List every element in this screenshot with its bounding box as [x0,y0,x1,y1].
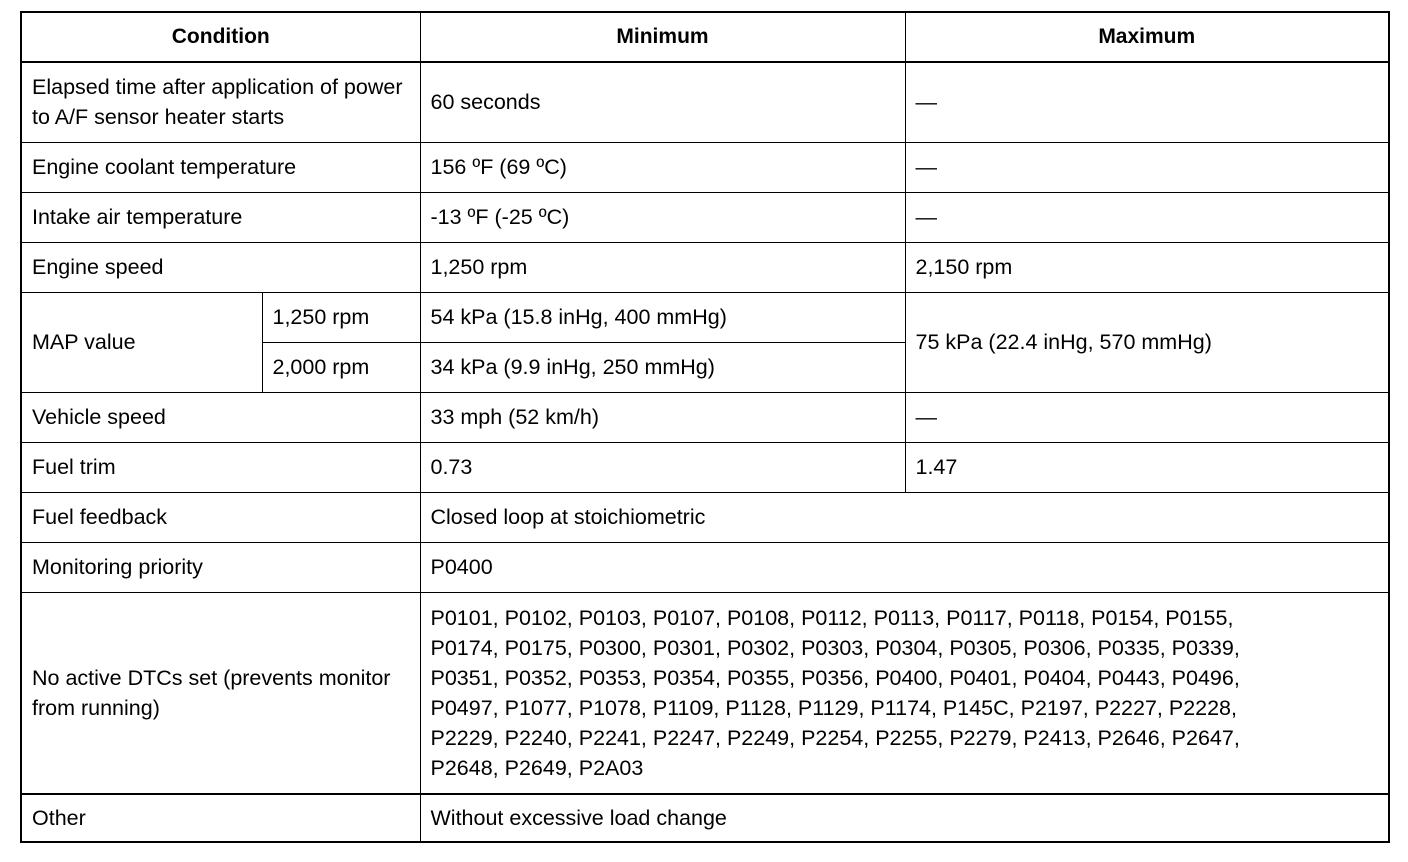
minimum-cell: -13 ºF (-25 ºC) [420,192,905,242]
row-map-value-1250 [21,292,1389,342]
condition-cell: Intake air temperature [21,192,420,242]
dtc-list-line: P0174, P0175, P0300, P0301, P0302, P0303, P0304, P0305, P0306, P0335, P0339, [430,635,1240,660]
condition-cell: No active DTCs set (prevents monitor from running) [21,592,420,794]
header-maximum: Maximum [905,12,1389,62]
maximum-cell: — [905,142,1389,192]
maximum-cell: 75 kPa (22.4 inHg, 570 mmHg) [905,292,1389,392]
condition-cell: MAP value [21,292,262,392]
value-cell: P0400 [420,542,1389,592]
dtc-list-line: P0351, P0352, P0353, P0354, P0355, P0356, P0400, P0401, P0404, P0443, P0496, [430,665,1240,690]
dtc-list-line: P0497, P1077, P1078, P1109, P1128, P1129, P1174, P145C, P2197, P2227, P2228, [430,695,1237,720]
maximum-cell: — [905,192,1389,242]
dtc-list-line: P0101, P0102, P0103, P0107, P0108, P0112, P0113, P0117, P0118, P0154, P0155, [430,605,1234,630]
minimum-cell: 0.73 [420,442,905,492]
maximum-cell: — [905,392,1389,442]
minimum-cell: 1,250 rpm [420,242,905,292]
dtc-list-cell [420,592,1389,794]
minimum-cell: 34 kPa (9.9 inHg, 250 mmHg) [420,342,905,392]
maximum-cell: — [905,62,1389,142]
value-cell: Closed loop at stoichiometric [420,492,1389,542]
row-coolant-temp [21,142,1389,192]
condition-cell: Other [21,794,420,842]
conditions-table [20,11,1390,843]
row-intake-air-temp [21,192,1389,242]
minimum-cell: 33 mph (52 km/h) [420,392,905,442]
row-fuel-feedback [21,492,1389,542]
maximum-cell: 2,150 rpm [905,242,1389,292]
header-condition: Condition [21,12,420,62]
condition-cell: Elapsed time after application of power to A/F sensor heater starts [21,62,420,142]
header-row [21,12,1389,62]
condition-cell: Fuel trim [21,442,420,492]
row-other [21,794,1389,842]
condition-cell: Engine speed [21,242,420,292]
value-cell: Without excessive load change [420,794,1389,842]
condition-cell: Fuel feedback [21,492,420,542]
row-monitoring-priority [21,542,1389,592]
minimum-cell: 156 ºF (69 ºC) [420,142,905,192]
condition-cell: Monitoring priority [21,542,420,592]
row-engine-speed [21,242,1389,292]
sub-condition-cell: 2,000 rpm [262,342,420,392]
dtc-list-line: P2648, P2649, P2A03 [430,755,644,780]
minimum-cell: 60 seconds [420,62,905,142]
minimum-cell: 54 kPa (15.8 inHg, 400 mmHg) [420,292,905,342]
header-minimum: Minimum [420,12,905,62]
maximum-cell: 1.47 [905,442,1389,492]
condition-cell: Engine coolant temperature [21,142,420,192]
sub-condition-cell: 1,250 rpm [262,292,420,342]
row-no-active-dtcs [21,592,1389,794]
row-vehicle-speed [21,392,1389,442]
condition-cell: Vehicle speed [21,392,420,442]
dtc-list-line: P2229, P2240, P2241, P2247, P2249, P2254, P2255, P2279, P2413, P2646, P2647, [430,725,1240,750]
row-elapsed-time [21,62,1389,142]
row-fuel-trim [21,442,1389,492]
